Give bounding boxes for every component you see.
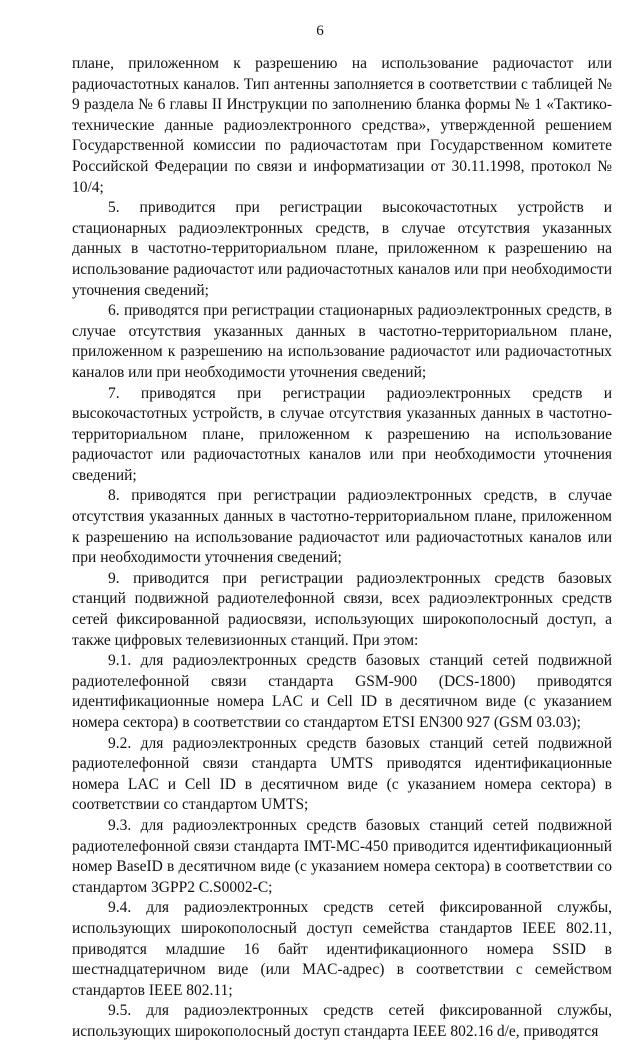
paragraph-note-8: 8. приводятся при регистрации радиоэлектронных средств, в случае отсутствия указанных данных в частотно-территориальном плане, приложенном к разрешению на использование радиочастот или радиочастотных каналов или при необходимости уточнения сведений;: [72, 487, 612, 567]
paragraph-note-7: 7. приводятся при регистрации радиоэлектронных средств и высокочастотных устройств, в случае отсутствия указанных данных в частотно-территориальном плане, приложенном к разрешению на использование радиочастот или радиочастотных каналов или при необходимости уточнения сведений;: [72, 384, 612, 484]
document-body: [72, 54, 612, 1043]
paragraph-note-5: 5. приводится при регистрации высокочастотных устройств и стационарных радиоэлектронных средств, в случае отсутствия указанных данных в частотно-территориальном плане, приложенном к разрешению на использование радиочастот или радиочастотных каналов или при необходимости уточнения сведений;: [72, 199, 612, 299]
paragraph-note-9-5: 9.5. для радиоэлектронных средств сетей фиксированной службы, использующих широкополосный доступ стандарта IEEE 802.16 d/e, приводятся: [72, 1002, 612, 1040]
paragraph-continuation: плане, приложенном к разрешению на использование радиочастот или радиочастотных каналов. Тип антенны заполняется в соответствии с таблицей № 9 раздела № 6 главы II Инструкции по заполнению бланка формы № 1 «Тактико-технические данные радиоэлектронного средства», утвержденной решением Государственной комиссии по радиочастотам при Государственном комитете Российской Федерации по связи и информатизации от 30.11.1998, протокол № 10/4;: [72, 55, 612, 196]
paragraph-note-9-1: 9.1. для радиоэлектронных средств базовых станций сетей подвижной радиотелефонной связи стандарта GSM-900 (DCS-1800) приводятся идентификационные номера LAC и Cell ID в десятичном виде (с указанием номера сектора) в соответствии со стандартом ETSI EN300 927 (GSM 03.03);: [72, 652, 612, 731]
paragraph-note-9: 9. приводится при регистрации радиоэлектронных средств базовых станций подвижной радиотелефонной связи, всех радиоэлектронных средств сетей фиксированной радиосвязи, использующих широкополосный доступ, а также цифровых телевизионных станций. При этом:: [72, 569, 612, 649]
page-number: 6: [316, 23, 324, 39]
paragraph-note-9-2: 9.2. для радиоэлектронных средств базовых станций сетей подвижной радиотелефонной связи стандарта UMTS приводятся идентификационные номера LAC и Cell ID в десятичном виде (с указанием номера сектора) в соответствии со стандартом UMTS;: [72, 734, 612, 814]
paragraph-note-9-4: 9.4. для радиоэлектронных средств сетей фиксированной службы, использующих широкополосный доступ семейства стандартов IEEE 802.11, приводятся младшие 16 байт идентификационного номера SSID в шестнадцатеричном виде (или MAC-адрес) в соответствии с семейством стандартов IEEE 802.11;: [72, 899, 612, 999]
paragraph-note-9-3: 9.3. для радиоэлектронных средств базовых станций сетей подвижной радиотелефонной связи стандарта IMT-MC-450 приводится идентификационный номер BaseID в десятичном виде (с указанием номера сектора) в соответствии со стандартом 3GPP2 C.S0002-C;: [72, 816, 612, 896]
paragraph-note-6: 6. приводятся при регистрации стационарных радиоэлектронных средств, в случае отсутствия указанных данных в частотно-территориальном плане, приложенном к разрешению на использование радиочастот или радиочастотных каналов или при необходимости уточнения сведений;: [72, 302, 612, 381]
